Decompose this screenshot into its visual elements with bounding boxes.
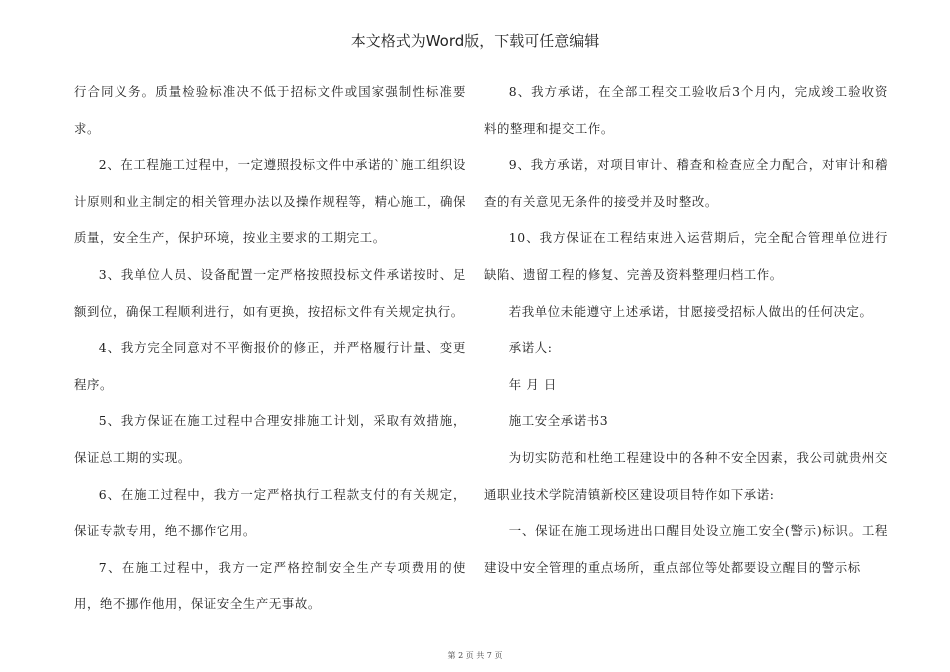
header-title: 本文格式为Word版，下载可任意编辑	[350, 32, 600, 50]
paragraph-item-6: 6、在施工过程中，我方一定严格执行工程款支付的有关规定，保证专款专用，绝不挪作它用。	[74, 486, 466, 539]
page-number: 第 2 页 共 7 页	[447, 651, 503, 660]
paragraph-item-3: 3、我单位人员、设备配置一定严格按照投标文件承诺按时、足额到位，确保工程顺利进行，如有更换，按招标文件有关规定执行。	[74, 266, 466, 319]
right-column	[484, 74, 888, 586]
paragraph-intro: 为切实防范和杜绝工程建设中的各种不安全因素，我公司就贵州交通职业技术学院清镇新校区建设项目特作如下承诺:	[484, 449, 888, 502]
paragraph-item-9: 9、我方承诺，对项目审计、稽查和检查应全力配合，对审计和稽查的有关意见无条件的接受并及时整改。	[484, 157, 888, 209]
left-column	[74, 74, 466, 623]
date-line: 年 月 日	[508, 376, 557, 392]
page-footer	[0, 650, 950, 661]
paragraph-item-10: 10、我方保证在工程结束进入运营期后，完全配合管理单位进行缺陷、遗留工程的修复、完善及资料整理归档工作。	[484, 230, 888, 282]
paragraph-commitment: 若我单位未能遵守上述承诺，甘愿接受招标人做出的任何决定。	[508, 303, 873, 319]
paragraph-item-7: 7、在施工过程中，我方一定严格控制安全生产专项费用的使用，绝不挪作他用，保证安全生产无事故。	[74, 559, 466, 612]
paragraph-item-4: 4、我方完全同意对不平衡报价的修正，并严格履行计量、变更程序。	[74, 340, 466, 392]
paragraph-continuation: 行合同义务。质量检验标准决不低于招标文件或国家强制性标准要求。	[74, 84, 466, 136]
paragraph-item-8: 8、我方承诺，在全部工程交工验收后3个月内，完成竣工验收资料的整理和提交工作。	[484, 84, 888, 136]
signatory-label: 承诺人:	[508, 340, 553, 356]
paragraph-item-2: 2、在工程施工过程中，一定遵照投标文件中承诺的`施工组织设计原则和业主制定的相关管理办法以及操作规程等，精心施工，确保质量，安全生产，保护环境，按业主要求的工期完工。	[74, 157, 466, 246]
paragraph-point-1: 一、保证在施工现场进出口醒目处设立施工安全(警示)标识。工程建设中安全管理的重点场所，重点部位等处都要设立醒目的警示标	[484, 523, 888, 575]
paragraph-item-5: 5、我方保证在施工过程中合理安排施工计划，采取有效措施，保证总工期的实现。	[74, 413, 466, 465]
section-title: 施工安全承诺书3	[508, 413, 609, 429]
page-header	[0, 30, 950, 51]
